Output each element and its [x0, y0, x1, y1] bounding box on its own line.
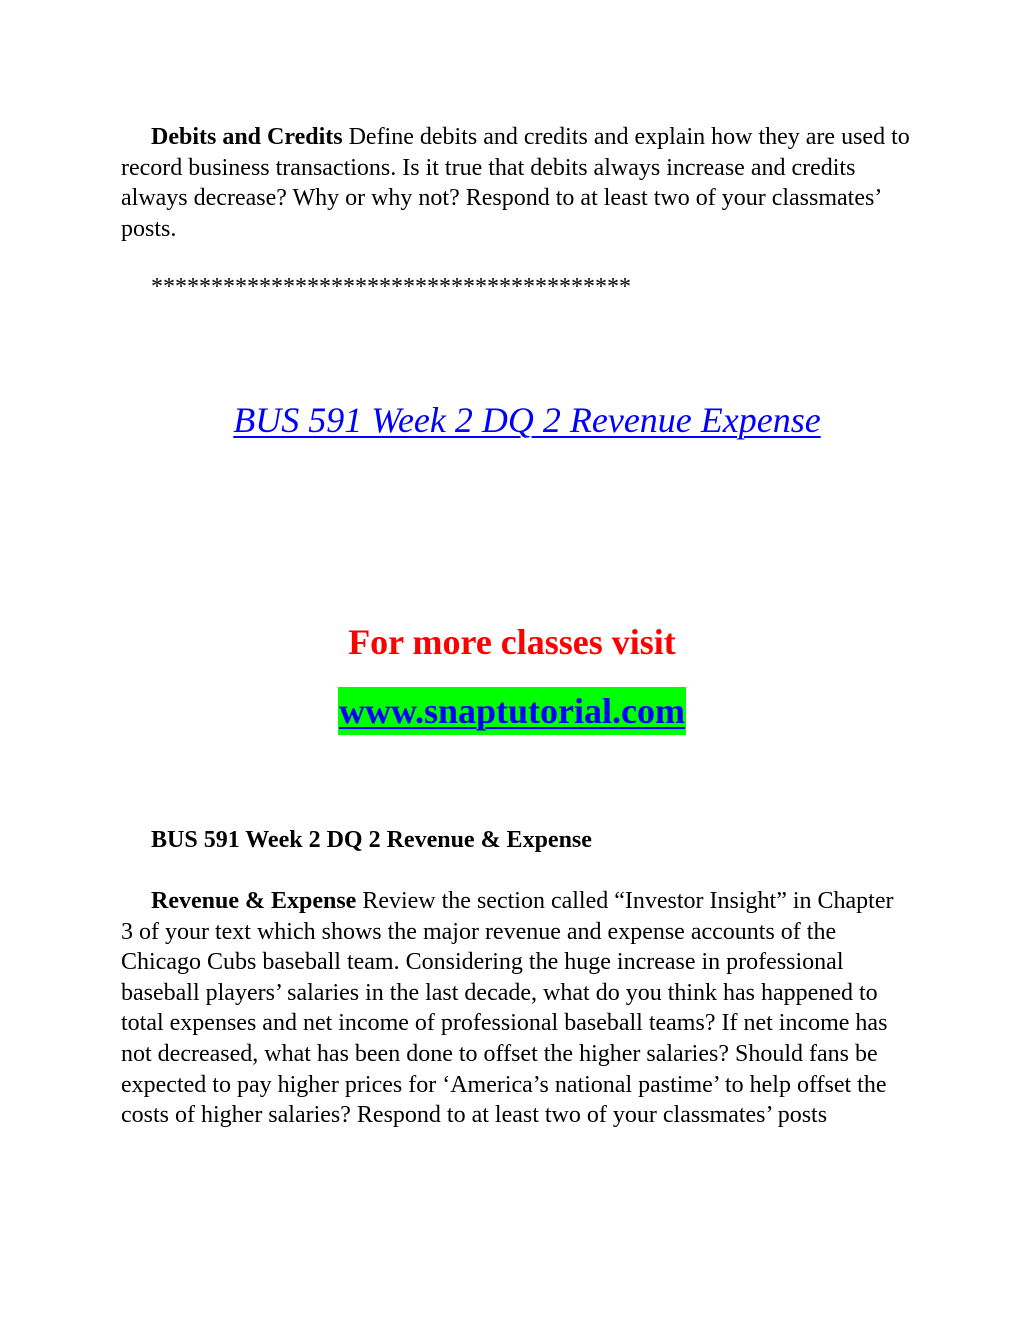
- site-link-wrapper: [0, 687, 1024, 735]
- revenue-expense-paragraph: [121, 886, 911, 1131]
- debits-credits-heading: Debits and Credits: [151, 124, 343, 150]
- snaptutorial-link[interactable]: www.snaptutorial.com: [338, 687, 686, 735]
- debits-credits-paragraph: [121, 122, 911, 244]
- debits-credits-body: Define debits and credits and explain how they are used to record business transactions. Is it true that debits always increase and credits always decrease? Why or why not? Respond to at least two of your classmates’ posts.: [121, 124, 910, 242]
- more-classes-text: For more classes visit: [348, 622, 676, 662]
- separator-stars: ****************************************: [151, 274, 631, 300]
- revenue-expense-heading: Revenue & Expense: [151, 888, 357, 914]
- course-title-link[interactable]: BUS 591 Week 2 DQ 2 Revenue Expense: [233, 400, 821, 440]
- section-subheading: BUS 591 Week 2 DQ 2 Revenue & Expense: [151, 827, 592, 853]
- revenue-expense-body: Review the section called “Investor Insight” in Chapter 3 of your text which shows the major revenue and expense accounts of the Chicago Cubs baseball team. Considering the huge increase in professional baseball players’ salaries in the last decade, what do you think has happened to total expenses and net income of professional baseball teams? If net income has not decreased, what has been done to offset the higher salaries? Should fans be expected to pay higher prices for ‘America’s national pastime’ to help offset the costs of higher salaries? Respond to at least two of your classmates’ posts: [121, 888, 894, 1129]
